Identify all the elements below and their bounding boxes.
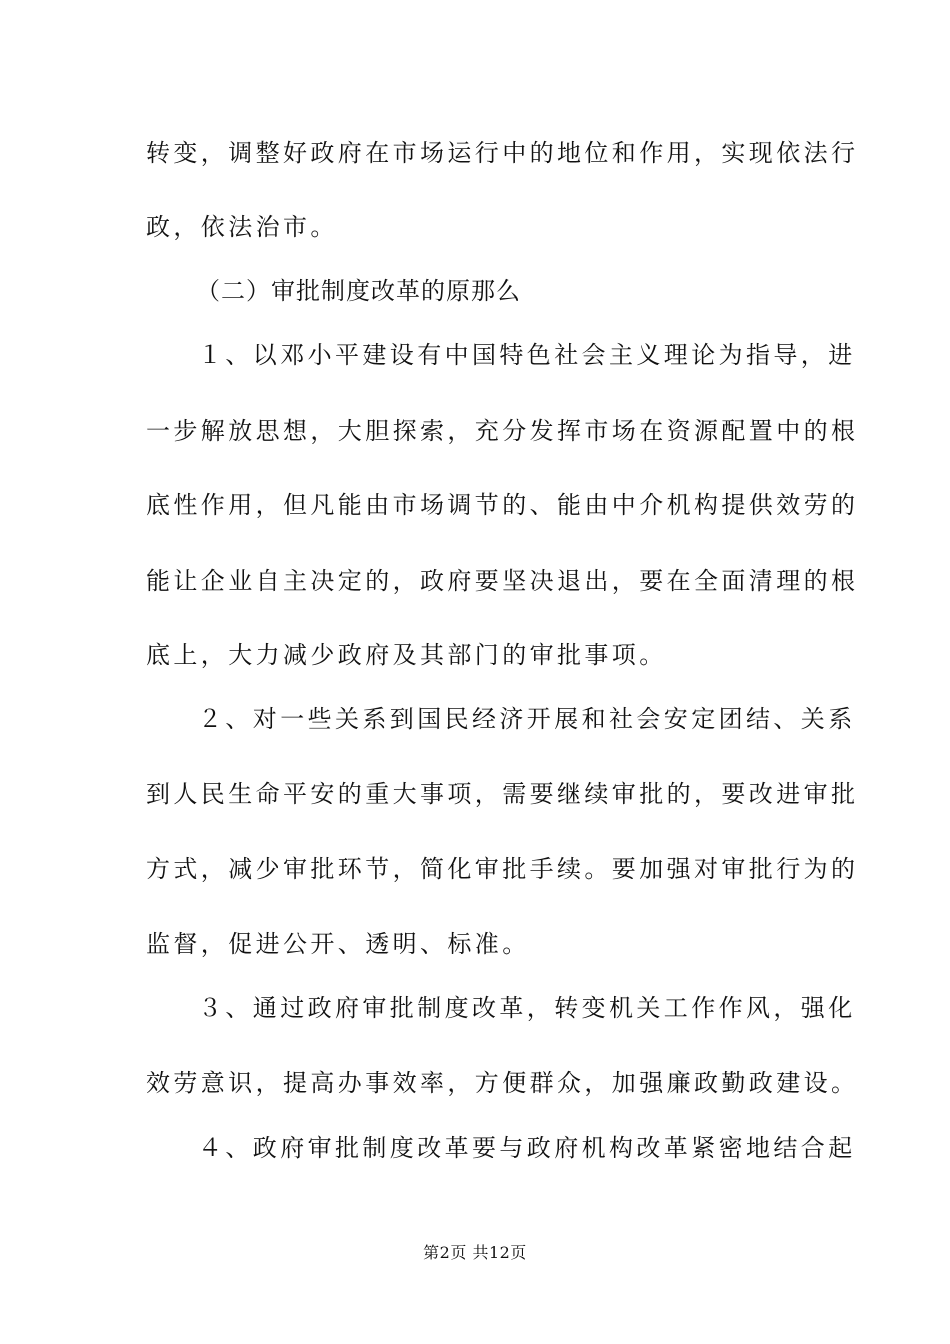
body-text-line: ４、政府审批制度改革要与政府机构改革紧密地结合起 <box>198 1134 856 1162</box>
body-text-line: ３、通过政府审批制度改革，转变机关工作作风，强化 <box>198 994 856 1022</box>
page-number-footer: 第2页 共12页 <box>423 1243 527 1262</box>
body-text-line: 效劳意识，提高办事效率，方便群众，加强廉政勤政建设。 <box>146 1069 859 1097</box>
body-text-line: 转变，调整好政府在市场运行中的地位和作用，实现依法行 <box>146 139 859 167</box>
body-text-line: 一步解放思想，大胆探索，充分发挥市场在资源配置中的根 <box>146 417 859 445</box>
body-text-line: 到人民生命平安的重大事项，需要继续审批的，要改进审批 <box>146 780 859 808</box>
body-text-line: ２、对一些关系到国民经济开展和社会安定团结、关系 <box>198 705 856 733</box>
body-text-line: １、以邓小平建设有中国特色社会主义理论为指导，进 <box>198 341 856 369</box>
body-text-line: 底上，大力减少政府及其部门的审批事项。 <box>146 641 667 669</box>
section-heading: （二）审批制度改革的原那么 <box>196 277 521 305</box>
body-text-line: 政，依法治市。 <box>146 213 338 241</box>
body-text-line: 能让企业自主决定的，政府要坚决退出，要在全面清理的根 <box>146 567 859 595</box>
body-text-line: 监督，促进公开、透明、标准。 <box>146 930 530 958</box>
body-text-line: 方式，减少审批环节，简化审批手续。要加强对审批行为的 <box>146 855 859 883</box>
body-text-line: 底性作用，但凡能由市场调节的、能由中介机构提供效劳的 <box>146 491 859 519</box>
